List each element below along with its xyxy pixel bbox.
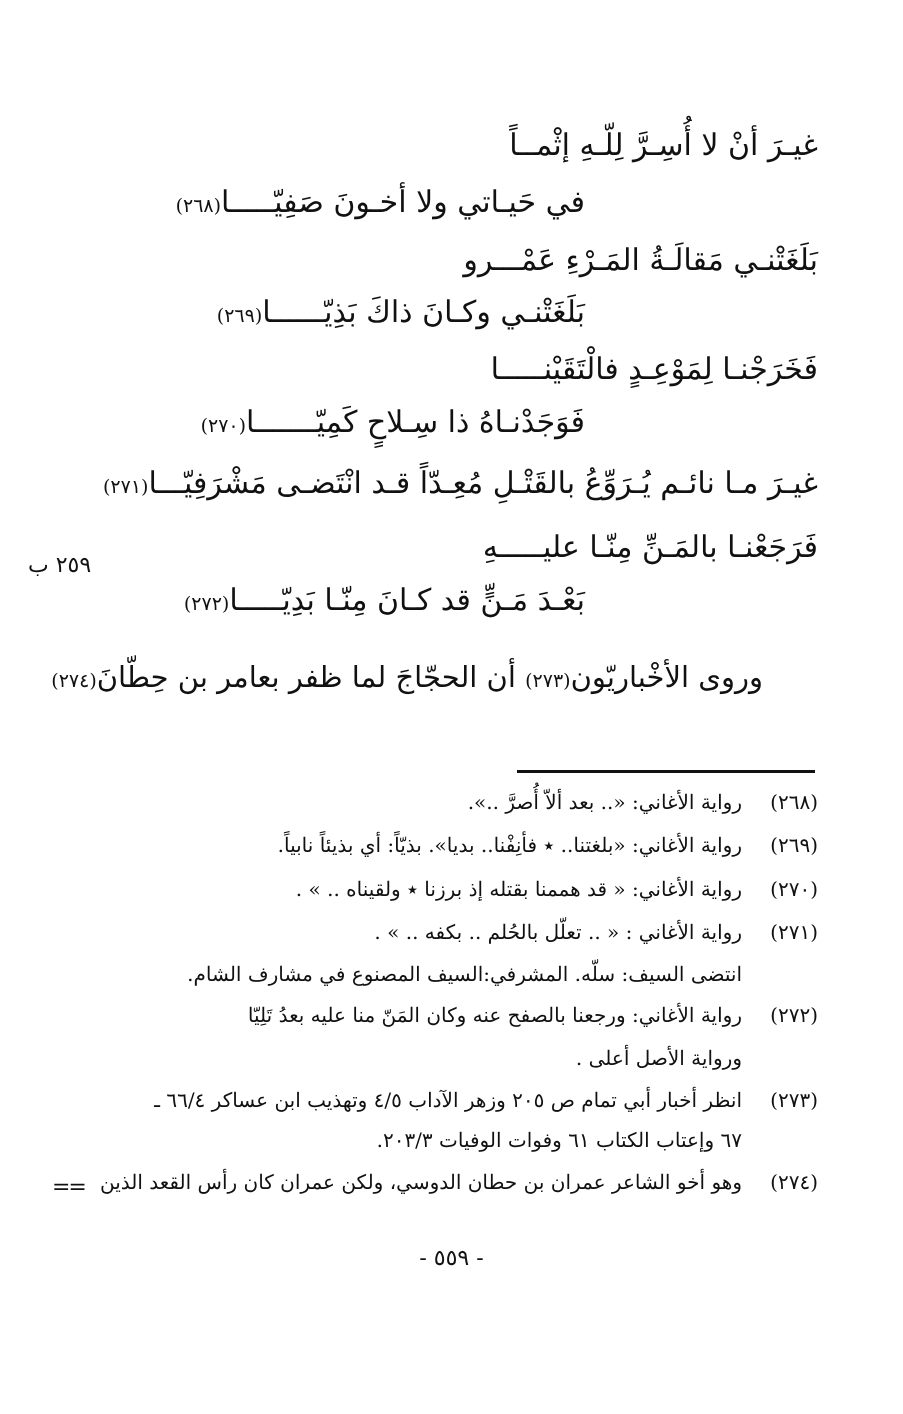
footnote-272-line-2: ورواية الأصل أعلى . [575, 1046, 742, 1070]
manuscript-folio-note: ٢٥٩ ب [28, 553, 92, 578]
footnote-number: (٢٦٨) [770, 790, 818, 814]
footnote-number: (٢٧٠) [770, 877, 818, 901]
prose-line: وروى الأخْباريّون(٢٧٣) أن الحجّاجَ لما ظفر بعامر بن حِطّانَ(٢٧٤) [51, 660, 763, 694]
footnote-number: (٢٧٤) [770, 1170, 818, 1194]
verse-line-5: فَخَرَجْنـا لِمَوْعِـدٍ فالْتَقَيْنـــــا [490, 352, 818, 387]
footnote-272: (٢٧٢)رواية الأغاني: ورجعنا بالصفح عنه وكان المَنّ منا عليه بعدُ تَلِيّا [247, 1003, 818, 1027]
footnote-number: (٢٧٢) [770, 1003, 818, 1027]
page-number: - ٥٥٩ - [419, 1246, 484, 1271]
footnote-number: (٢٦٩) [770, 833, 818, 857]
footnote-marker: (٢٦٨) [175, 195, 222, 217]
footnote-separator [517, 770, 815, 773]
footnote-273: (٢٧٣)انظر أخبار أبي تمام ص ٢٠٥ وزهر الآداب ٤/٥ وتهذيب ابن عساكر ٦٦/٤ ـ [154, 1088, 818, 1112]
verse-line-3: بَلَغَتْنـي مَقالَـةُ المَـرْءِ عَمْـــرو [463, 243, 818, 278]
verse-line-1: غيـرَ أنْ لا أُسِـرَّ لِلّـهِ إثْمــاً [509, 128, 818, 163]
footnote-marker: (٢٧١) [102, 476, 149, 498]
footnote-269: (٢٦٩)رواية الأغاني: «بلغتنا.. ٭ فأنِفْنا.. بديا». بذيّاً: أي بذيئاً نابياً. [277, 833, 818, 857]
footnote-273-line-2: ٦٧ وإعتاب الكتاب ٦١ وفوات الوفيات ٢٠٣/٣. [376, 1128, 742, 1152]
verse-line-2: في حَيـاتي ولا أخـونَ صَفِيّـــــا(٢٦٨) [175, 185, 585, 220]
footnote-270: (٢٧٠)رواية الأغاني: « قد هممنا بقتله إذ برزنا ٭ ولقيناه .. » . [295, 877, 818, 901]
footnote-marker: (٢٦٩) [216, 305, 263, 327]
footnote-marker: (٢٧٣) [525, 670, 571, 692]
footnote-274: (٢٧٤)وهو أخو الشاعر عمران بن حطان الدوسي، ولكن عمران كان رأس القعد الذين [99, 1170, 818, 1194]
footnote-marker: (٢٧٠) [200, 415, 247, 437]
footnote-number: (٢٧١) [770, 920, 818, 944]
footnote-number: (٢٧٣) [770, 1088, 818, 1112]
footnote-268: (٢٦٨)رواية الأغاني: «.. بعد ألاّ أُصرَّ ..». [467, 790, 818, 814]
footnote-marker: (٢٧٢) [183, 593, 230, 615]
verse-line-4: بَلَغَتْنـي وكـانَ ذاكَ بَذِيّــــــا(٢٦٩) [216, 295, 585, 330]
footnote-271-line-2: انتضى السيف: سلّه. المشرفي:السيف المصنوع في مشارف الشام. [187, 962, 742, 986]
continuation-mark: == [52, 1175, 85, 1200]
footnote-271: (٢٧١)رواية الأغاني : « .. تعلّل بالحُلم .. بكفه .. » . [374, 920, 818, 944]
footnote-marker: (٢٧٤) [51, 670, 97, 692]
verse-line-6: فَوَجَدْنـاهُ ذا سِـلاحٍ كَمِيّـــــــا(٢٧٠) [200, 405, 585, 440]
verse-line-7: غيـرَ مـا نائـم يُـرَوِّعُ بالقَتْـلِ مُعِـدّاً قـد انْتَضـى مَشْرَفِيّـــا(٢٧١) [102, 466, 818, 501]
verse-line-9: بَعْـدَ مَـنٍّ قد كـانَ مِنّـا بَدِيّـــــا(٢٧٢) [183, 583, 585, 618]
verse-line-8: فَرَجَعْنـا بالمَـنِّ مِنّـا عليـــــهِ [482, 530, 818, 565]
